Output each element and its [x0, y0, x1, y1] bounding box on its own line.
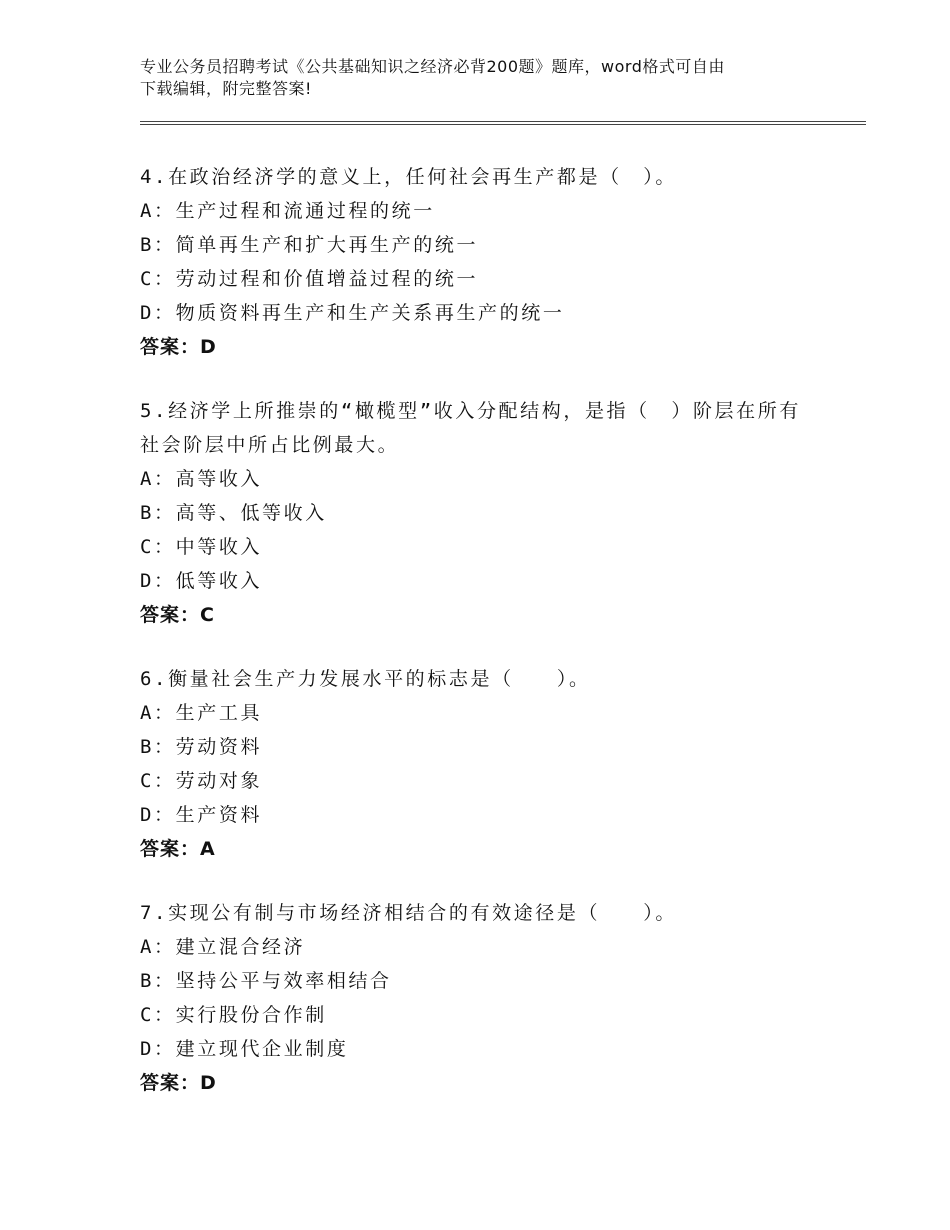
question-5	[140, 394, 820, 632]
option-c: C：实行股份合作制	[140, 1004, 327, 1026]
answer-line: 答案：D	[140, 336, 217, 358]
answer-line: 答案：A	[140, 838, 216, 860]
option-b: B：高等、低等收入	[140, 502, 327, 524]
question-6	[140, 662, 820, 866]
option-c: C：中等收入	[140, 536, 263, 558]
option-b: B：坚持公平与效率相结合	[140, 970, 392, 992]
answer-line: 答案：D	[140, 1072, 217, 1094]
question-list	[140, 160, 820, 1130]
option-b: B：简单再生产和扩大再生产的统一	[140, 234, 479, 256]
question-stem: 7.实现公有制与市场经济相结合的有效途径是（ ）。	[140, 902, 677, 924]
question-stem: 6.衡量社会生产力发展水平的标志是（ ）。	[140, 668, 591, 690]
option-a: A：生产工具	[140, 702, 263, 724]
option-d: D：生产资料	[140, 804, 263, 826]
answer-line: 答案：C	[140, 604, 215, 626]
option-a: A：建立混合经济	[140, 936, 306, 958]
header-line-1: 专业公务员招聘考试《公共基础知识之经济必背200题》题库，word格式可自由	[140, 57, 725, 76]
option-b: B：劳动资料	[140, 736, 263, 758]
option-d: D：物质资料再生产和生产关系再生产的统一	[140, 302, 565, 324]
header-double-rule	[140, 121, 866, 125]
option-d: D：低等收入	[140, 570, 263, 592]
header-line-2: 下载编辑，附完整答案!	[140, 79, 312, 98]
question-stem: 5.经济学上所推崇的“橄榄型”收入分配结构，是指（ ）阶层在所有社会阶层中所占比例最大。	[140, 400, 801, 456]
option-a: A：高等收入	[140, 468, 263, 490]
option-c: C：劳动对象	[140, 770, 263, 792]
option-a: A：生产过程和流通过程的统一	[140, 200, 435, 222]
option-d: D：建立现代企业制度	[140, 1038, 349, 1060]
question-7	[140, 896, 820, 1100]
question-stem: 4.在政治经济学的意义上，任何社会再生产都是（ ）。	[140, 166, 677, 188]
question-4	[140, 160, 820, 364]
option-c: C：劳动过程和价值增益过程的统一	[140, 268, 479, 290]
document-header	[140, 56, 820, 100]
